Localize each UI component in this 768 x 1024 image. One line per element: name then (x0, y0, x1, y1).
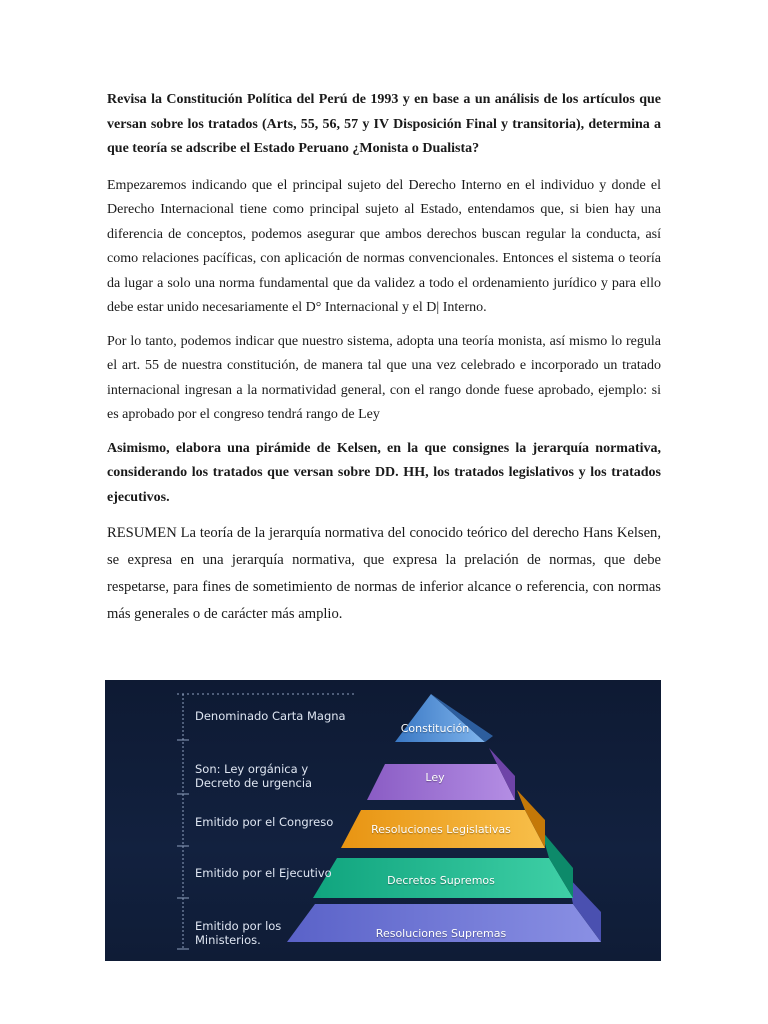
label-ley-organica: Son: Ley orgánica y Decreto de urgencia (195, 762, 313, 790)
kelsen-pyramid-graphic (105, 680, 661, 961)
label-ejecutivo: Emitido por el Ejecutivo (195, 866, 332, 880)
kelsen-pyramid-figure (105, 680, 661, 961)
tier-label-ley: Ley (425, 771, 445, 784)
label-ministerios: Emitido por los Ministerios. (195, 919, 282, 947)
answer-1-paragraph-2: Por lo tanto, podemos indicar que nuestro sistema, adopta una teoría monista, así mismo lo regula el art. 55 de nuestra constitución, de manera tal que una vez celebrado e incorporado un tratado internacional ingresan a la normatividad general, con el rango donde fuese aprobado, ejemplo: si es aprobado por el congreso tendrá rango de Ley (107, 333, 661, 422)
question-2: Asimismo, elabora una pirámide de Kelsen, en la que consignes la jerarquía normativa, considerando los tratados que versan sobre DD. HH, los tratados legislativos y los tratados ejecutivos. (107, 440, 661, 505)
resumen-paragraph: RESUMEN La teoría de la jerarquía normativa del conocido teórico del derecho Hans Kelsen, se expresa en una jerarquía normativa, que expresa la prelación de normas, que debe respetarse, para fines de sometimiento de normas de inferior alcance o referencia, con normas más generales o de carácter más amplio. (107, 525, 661, 622)
tier-label-decretos-supremos: Decretos Supremos (387, 874, 495, 887)
tier-label-constitucion: Constitución (400, 722, 470, 735)
label-carta-magna: Denominado Carta Magna (195, 709, 346, 723)
answer-1-paragraph-1: Empezaremos indicando que el principal sujeto del Derecho Interno en el individuo y donde el Derecho Internacional tiene como principal sujeto al Estado, entendamos que, si bien hay una diferencia de conceptos, podemos asegurar que ambos derechos buscan regular la conducta, así como relaciones pacíficas, con aplicación de normas convencionales. Entonces el sistema o teoría da lugar a solo una norma fundamental que da validez a todo el ordenamiento jurídico y para ello debe estar unido necesariamente el D° Internacional y el D| Interno. (107, 177, 661, 315)
tier-label-resoluciones-legislativas: Resoluciones Legislativas (371, 823, 511, 836)
document-body (107, 88, 661, 628)
question-1: Revisa la Constitución Política del Perú de 1993 y en base a un análisis de los artículos que versan sobre los tratados (Arts, 55, 56, 57 y IV Disposición Final y transitoria), determina a que teoría se adscribe el Estado Peruano ¿Monista o Dualista? (107, 92, 661, 156)
tier-label-resoluciones-supremas: Resoluciones Supremas (375, 927, 507, 940)
label-congreso: Emitido por el Congreso (195, 815, 334, 829)
